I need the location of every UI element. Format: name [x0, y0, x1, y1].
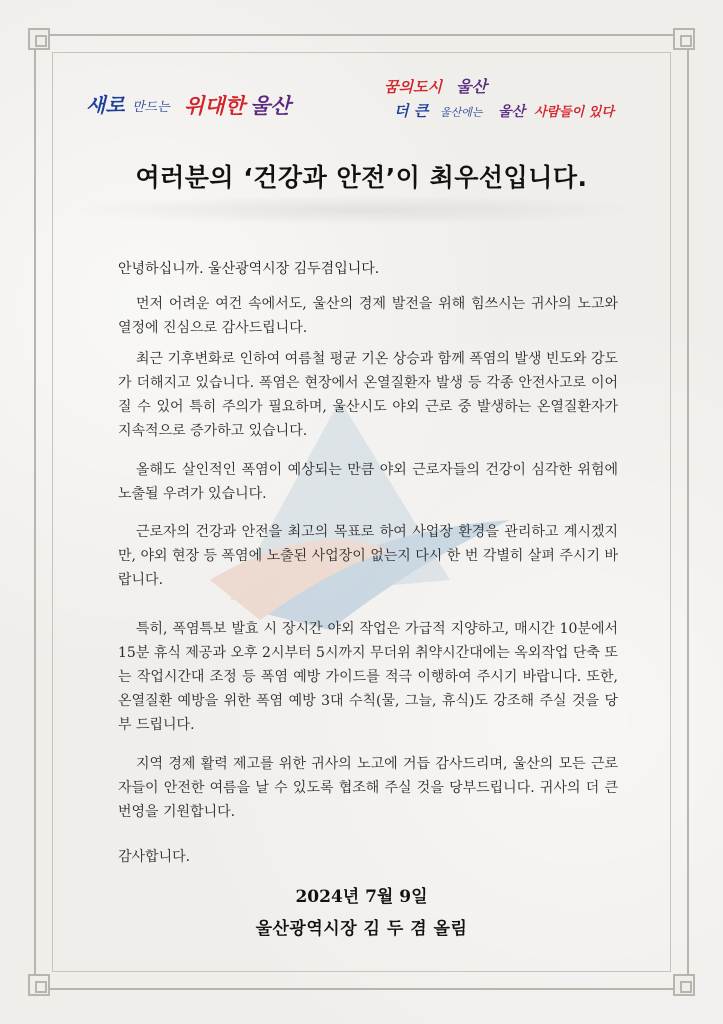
paragraph-4 — [118, 520, 618, 592]
paragraph-text: 지역 경제 활력 제고를 위한 귀사의 노고에 거듭 감사드리며, 울산의 모든 근로자들이 안전한 여름을 날 수 있도록 협조해 주실 것을 당부드립니다. 귀사의 더 큰 번영을 기원합니다. — [118, 756, 618, 820]
corner-ornament — [28, 28, 50, 50]
paragraph-3 — [118, 458, 618, 506]
svg-text:만드는: 만드는 — [132, 100, 170, 115]
paragraph-text: 올해도 살인적인 폭염이 예상되는 만큼 야외 근로자들의 건강이 심각한 위험에 노출될 우려가 있습니다. — [118, 462, 618, 502]
svg-text:울산: 울산 — [250, 94, 291, 118]
svg-text:더 큰: 더 큰 — [394, 102, 429, 120]
svg-text:꿈의도시: 꿈의도시 — [384, 78, 442, 96]
greeting-text: 안녕하십니까. 울산광역시장 김두겸입니다. — [118, 261, 380, 277]
svg-text:울산: 울산 — [498, 104, 526, 120]
slogan-right-logo — [378, 72, 648, 126]
paragraph-text: 특히, 폭염특보 발효 시 장시간 야외 작업은 가급적 지양하고, 매시간 10분에서 15분 휴식 제공과 오후 2시부터 5시까지 무더위 취약시간대에는 옥외작업 단축 또는 작업시간대 조정 등 폭염 예방 가이드를 적극 이행하여 주시기 바랍니다. 또한, 온열질환 예방을 위한 폭염 예방 3대 수칙(물, 그늘, 휴식)도 강조해 주실 것을 당부 드립니다. — [118, 621, 618, 733]
svg-text:위대한: 위대한 — [184, 94, 245, 118]
svg-text:새로: 새로 — [86, 93, 125, 117]
closing-text: 감사합니다. — [118, 849, 191, 865]
corner-ornament — [673, 28, 695, 50]
slogan-left-logo — [86, 84, 306, 124]
page-title: 여러분의 ‘건강과 안전’이 최우선입니다. — [135, 163, 588, 192]
paragraph-1 — [118, 292, 618, 340]
paragraph-6 — [118, 752, 618, 824]
signature-line: 울산광역시장 김 두 겸 올림 — [255, 919, 468, 939]
corner-ornament — [28, 974, 50, 996]
paragraph-text: 먼저 어려운 여건 속에서도, 울산의 경제 발전을 위해 힘쓰시는 귀사의 노고와 열정에 진심으로 감사드립니다. — [118, 296, 618, 336]
paragraph-text: 근로자의 건강과 안전을 최고의 목표로 하여 사업장 환경을 관리하고 계시겠지만, 야외 현장 등 폭염에 노출된 사업장이 없는지 다시 한 번 각별히 살펴 주시기 바랍니다. — [118, 524, 618, 588]
letter-date: 2024년 7월 9일 — [295, 887, 428, 907]
paragraph-5 — [118, 617, 618, 737]
corner-ornament — [673, 974, 695, 996]
paragraph-text: 최근 기후변화로 인하여 여름철 평균 기온 상승과 함께 폭염의 발생 빈도와 강도가 더해지고 있습니다. 폭염은 현장에서 온열질환자 발생 등 각종 안전사고로 이어질 수 있어 특히 주의가 필요하며, 울산시도 야외 근로 중 발생하는 온열질환자가 지속적으로 증가하고 있습니다. — [118, 351, 618, 439]
svg-text:울산: 울산 — [456, 77, 487, 96]
title-shadow — [70, 195, 653, 225]
paragraph-2 — [118, 347, 618, 443]
svg-text:사람들이 있다: 사람들이 있다 — [534, 105, 614, 120]
svg-text:울산에는: 울산에는 — [440, 106, 483, 119]
